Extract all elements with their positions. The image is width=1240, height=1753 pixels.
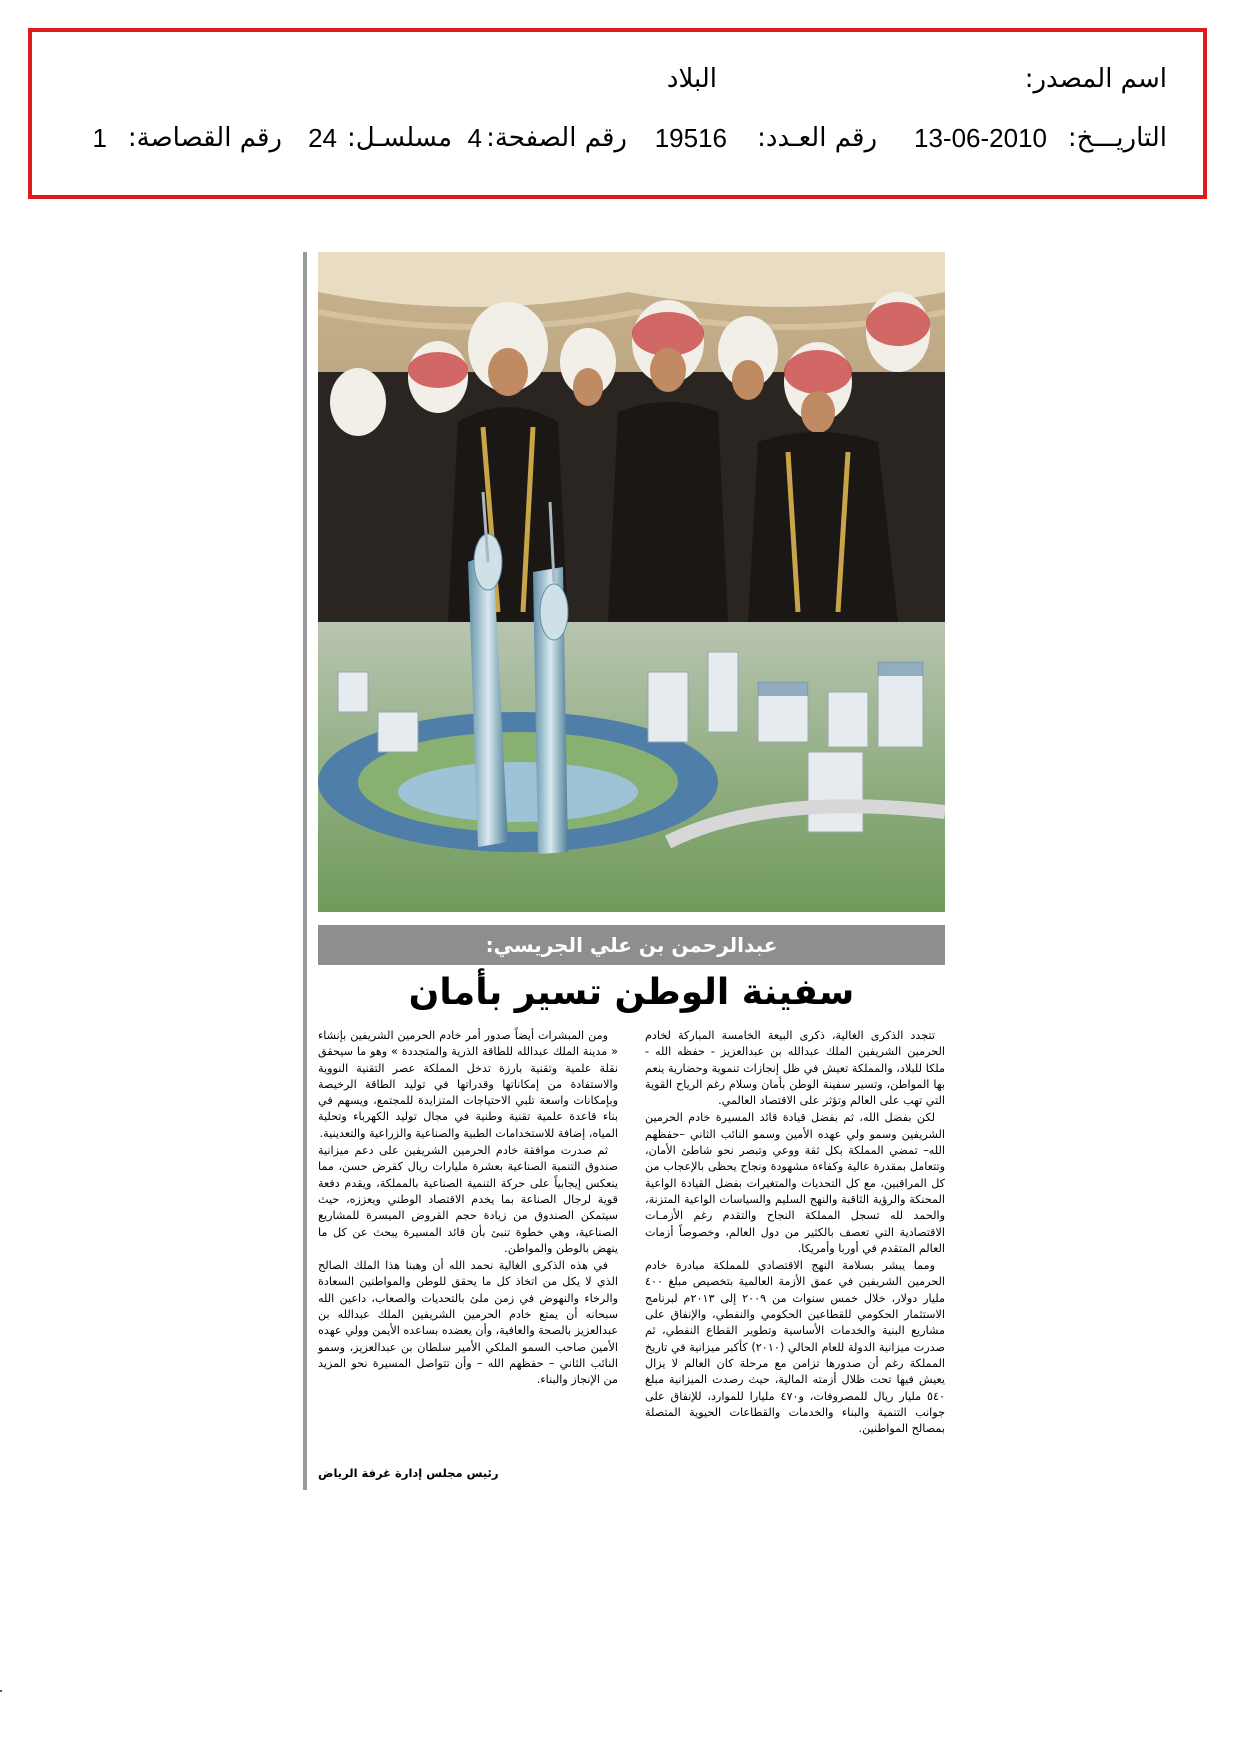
page-label: رقم الصفحة: bbox=[486, 123, 627, 153]
article-photo bbox=[318, 252, 945, 912]
date-label: التاريـــخ: bbox=[1067, 123, 1167, 153]
page-value: 4 bbox=[467, 123, 482, 153]
clipping-edge-rule bbox=[303, 252, 307, 1490]
date-value: 13-06-2010 bbox=[914, 123, 1047, 153]
clipping-value: 1 bbox=[92, 123, 107, 153]
paragraph: ومن المبشرات أيضاً صدور أمر خادم الحرمين الشريفين بإنشاء « مدينة الملك عبدالله للطاقة الذرية والمتجددة » وهو ما سيحقق نقلة علمية وتقنية بارزة تدخل المملكة عصر التقنية النووية والاستفادة من إمكاناتها وقدراتها في توليد الطاقة الرخيصة وبإمكانات واسعة تلبي الاحتياجات المتزايدة للمجتمع، ويسهم في بناء قاعدة علمية تقنية وطنية في مجال توليد الكهرباء وتحلية المياه، إضافة للاستخدامات الطبية والصناعية والزراعية والتعدينية. bbox=[318, 1029, 618, 1140]
clipping-header bbox=[28, 28, 1207, 199]
issue-label: رقم العـدد: bbox=[757, 123, 877, 153]
source-label: اسم المصدر: bbox=[1024, 64, 1167, 94]
source-value: البلاد bbox=[666, 64, 717, 94]
article-column-left bbox=[318, 1028, 618, 1448]
article-headline: سفينة الوطن تسير بأمان bbox=[408, 972, 855, 1013]
clipping-label: رقم القصاصة: bbox=[127, 123, 282, 153]
issue-value: 19516 bbox=[654, 123, 727, 153]
scan-mark bbox=[0, 1690, 2, 1692]
serial-label: مسلسـل: bbox=[347, 123, 452, 153]
author-signature: رئيس مجلس إدارة غرفة الرياض bbox=[318, 1466, 499, 1480]
paragraph: ثم صدرت موافقة خادم الحرمين الشريفين على دعم ميزانية صندوق التنمية الصناعية بعشرة مليارات ريال كقرض حسن، مما ينعكس إيجابياً على حركة التنمية الصناعية بالمملكة، ويقدم دفعة قوية لرجال الصناعة بما يخدم الاقتصاد الوطني ويعززه، حيث سيتمكن الصندوق من زيادة حجم القروض الميسرة للمشاريع الصناعية، وهي خطوة تنبئ بأن قائد المسيرة يبحث عن كل ما ينهض بالوطن والمواطن. bbox=[318, 1144, 618, 1255]
paragraph: ومما يبشر بسلامة النهج الاقتصادي للمملكة مبادرة خادم الحرمين الشريفين في عمق الأزمة العالمية بتخصيص مبلغ ٤٠٠ مليار دولار، خلال خمس سنوات من ٢٠٠٩ إلى ٢٠١٣م لبرنامج الاستثمار الحكومي للقطاعين الحكومي والنفطي، والإنفاق على مشاريع البنية والخدمات الأساسية وتطوير القطاع النفطي، ثم صدرت ميزانية الدولة للعام الحالي (٢٠١٠) كأكبر ميزانية في تاريخ المملكة رغم أن صدورها تزامن مع مرحلة كان العالم لا يزال يعيش فيها تحت ظلال أزمته المالية، حيث رصدت الميزانية مبلغ ٥٤٠ مليار ريال للمصروفات، و٤٧٠ مليارا للموارد، للإنفاق على جوانب التنمية والبناء والخدمات والقطاعات الحيوية المتصلة بمصالح المواطنين. bbox=[645, 1259, 945, 1436]
header-row-meta bbox=[68, 123, 1167, 163]
photo-illustration bbox=[318, 252, 945, 912]
header-row-source bbox=[68, 64, 1167, 104]
article-column-right bbox=[645, 1028, 945, 1488]
article-byline: عبدالرحمن بن علي الجريسي: bbox=[318, 925, 945, 965]
paragraph: في هذه الذكرى الغالية نحمد الله أن وهبنا هذا الملك الصالح الذي لا يكل من اتخاذ كل ما يحقق للوطن والمواطنين السعادة والرخاء والنهوض في زمن ملئ بالتحديات والصعاب، داعين الله سبحانه أن يمتع خادم الحرمين الشريفين الملك عبدالله بن عبدالعزيز بالصحة والعافية، وأن يعضده بساعده الأيمن وولي عهده الأمين صاحب السمو الملكي الأمير سلطان بن عبدالعزيز، وسمو النائب الثاني – حفظهم الله – وأن تتواصل المسيرة نحو المزيد من الإنجاز والبناء. bbox=[318, 1259, 618, 1387]
paragraph: لكن بفضل الله، ثم بفضل قيادة قائد المسيرة خادم الحرمين الشريفين وسمو ولي عهده الأمين وسمو النائب الثاني –حفظهم الله– تمضي المملكة بكل ثقة ووعي وتبصر نحو شاطئ الأمان، وتتعامل بمقدرة عالية وكفاءة مشهودة ونجاح يحظى بالإعجاب من كل المراقبين، مع كل التحديات والمتغيرات بفضل القيادة الواعية المحنكة والرؤية الثاقبة والنهج السليم والسياسات الواعية المتزنة، والحمد لله تسجل المملكة النجاح والتقدم رغم الأزمـات الاقتصادية التي تعصف بالكثير من دول العالم، وخصوصاً أزمات العالم المتقدم في أوربا وأمريكا. bbox=[645, 1111, 945, 1255]
paragraph: تتجدد الذكرى الغالية، ذكرى البيعة الخامسة المباركة لخادم الحرمين الشريفين الملك عبدالله بن عبدالعزيز - حفظه الله - ملكا للبلاد، والمملكة تعيش في ظل إنجازات تنموية وحضارية ينعم بها المواطن، وتسير سفينة الوطن بأمان وسلام رغم الرياح القوية التي تهب على العالم وتؤثر على الاقتصاد العالمي. bbox=[645, 1029, 945, 1108]
serial-value: 24 bbox=[308, 123, 337, 153]
